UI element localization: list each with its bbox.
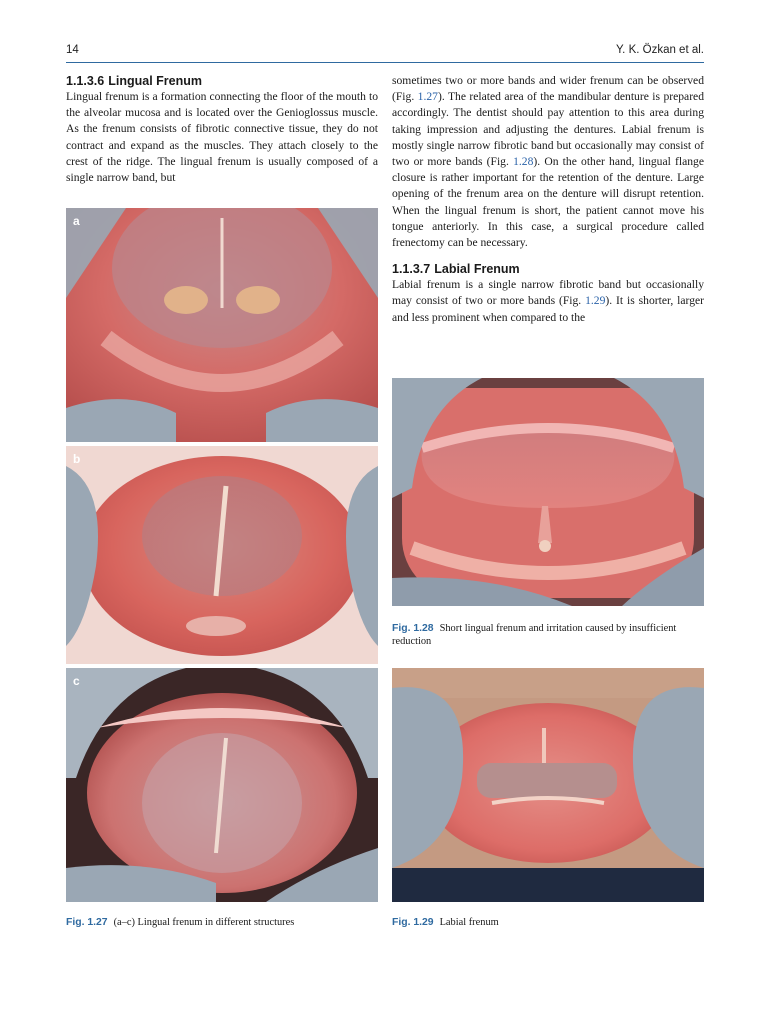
text-run: ). It is shorter, larger and less prominent when compared to the bbox=[392, 294, 704, 324]
paragraph-lingual-left: Lingual frenum is a formation connecting the floor of the mouth to the alveolar mucosa and is located over the Genioglossus muscle. As the frenum consists of fibrotic connective tissue, they do not contract and expand as the muscles. They attach closely to the crest of the ridge. The lingual frenum is usually composed of a single narrow band, but bbox=[66, 90, 378, 185]
mouth-photo-illustration bbox=[392, 378, 704, 606]
figure-ref-link[interactable]: 1.27 bbox=[417, 90, 438, 104]
caption-text: Labial frenum bbox=[439, 917, 499, 928]
header-rule bbox=[66, 62, 704, 63]
paragraph-labial bbox=[392, 277, 704, 326]
section-number: 1.1.3.6 bbox=[66, 74, 105, 88]
section-title: Labial Frenum bbox=[434, 262, 520, 277]
right-column bbox=[392, 73, 704, 326]
text-run: ). On the other hand, lingual flange closure is rather important for the retention of the denture. Large opening of the frenum area on the denture will disrupt retention. When the lingual frenum is short, the patient cannot move his tongue anteriorly. In this case, a surgical procedure called frenectomy can be necessary. bbox=[392, 155, 704, 250]
mouth-photo-illustration bbox=[66, 668, 378, 902]
figure-1-28-image bbox=[392, 378, 704, 606]
figure-1-28-caption bbox=[392, 622, 704, 648]
figure-1-29-caption bbox=[392, 916, 704, 929]
mouth-photo-illustration bbox=[392, 668, 704, 902]
figure-label: Fig. 1.27 bbox=[66, 917, 108, 928]
section-title: Lingual Frenum bbox=[108, 74, 202, 88]
section-number: 1.1.3.7 bbox=[392, 262, 431, 277]
running-header bbox=[66, 44, 704, 64]
panel-label: a bbox=[73, 214, 80, 228]
text-run: sometimes two or more bands and wider frenum can be observed (Fig. bbox=[392, 74, 704, 104]
caption-text: (a–c) Lingual frenum in different structures bbox=[113, 917, 295, 928]
caption-text: Short lingual frenum and irritation caused by insufficient reduction bbox=[392, 623, 677, 647]
figure-ref-link[interactable]: 1.28 bbox=[513, 155, 534, 169]
left-column bbox=[66, 73, 378, 186]
figure-1-27-panel-c bbox=[66, 668, 378, 902]
mouth-photo-illustration bbox=[66, 208, 378, 442]
paragraph-lingual-right bbox=[392, 73, 704, 251]
section-heading-lingual bbox=[66, 73, 378, 89]
figure-1-27-panel-a bbox=[66, 208, 378, 442]
figure-label: Fig. 1.28 bbox=[392, 623, 434, 634]
figure-1-27-caption bbox=[66, 916, 378, 929]
figure-label: Fig. 1.29 bbox=[392, 917, 434, 928]
panel-label: b bbox=[73, 452, 81, 466]
mouth-photo-illustration bbox=[66, 446, 378, 664]
figure-ref-link[interactable]: 1.29 bbox=[585, 294, 606, 308]
figure-1-29-image bbox=[392, 668, 704, 902]
figure-1-27-panel-b bbox=[66, 446, 378, 664]
text-run: ). The related area of the mandibular denture is prepared accordingly. The dentist should pay attention to this area during taking impression and adjusting the dentures. Labial frenum is mostly single narrow fibrotic band but occasionally may consist of two or more bands (Fig. bbox=[392, 90, 704, 169]
panel-label: c bbox=[73, 674, 80, 688]
text-run: Labial frenum is a single narrow fibrotic band but occasionally may consist of two or more bands (Fig. bbox=[392, 278, 704, 308]
section-heading-labial bbox=[392, 261, 704, 277]
page-number: 14 bbox=[66, 44, 79, 56]
running-author: Y. K. Özkan et al. bbox=[615, 44, 704, 56]
